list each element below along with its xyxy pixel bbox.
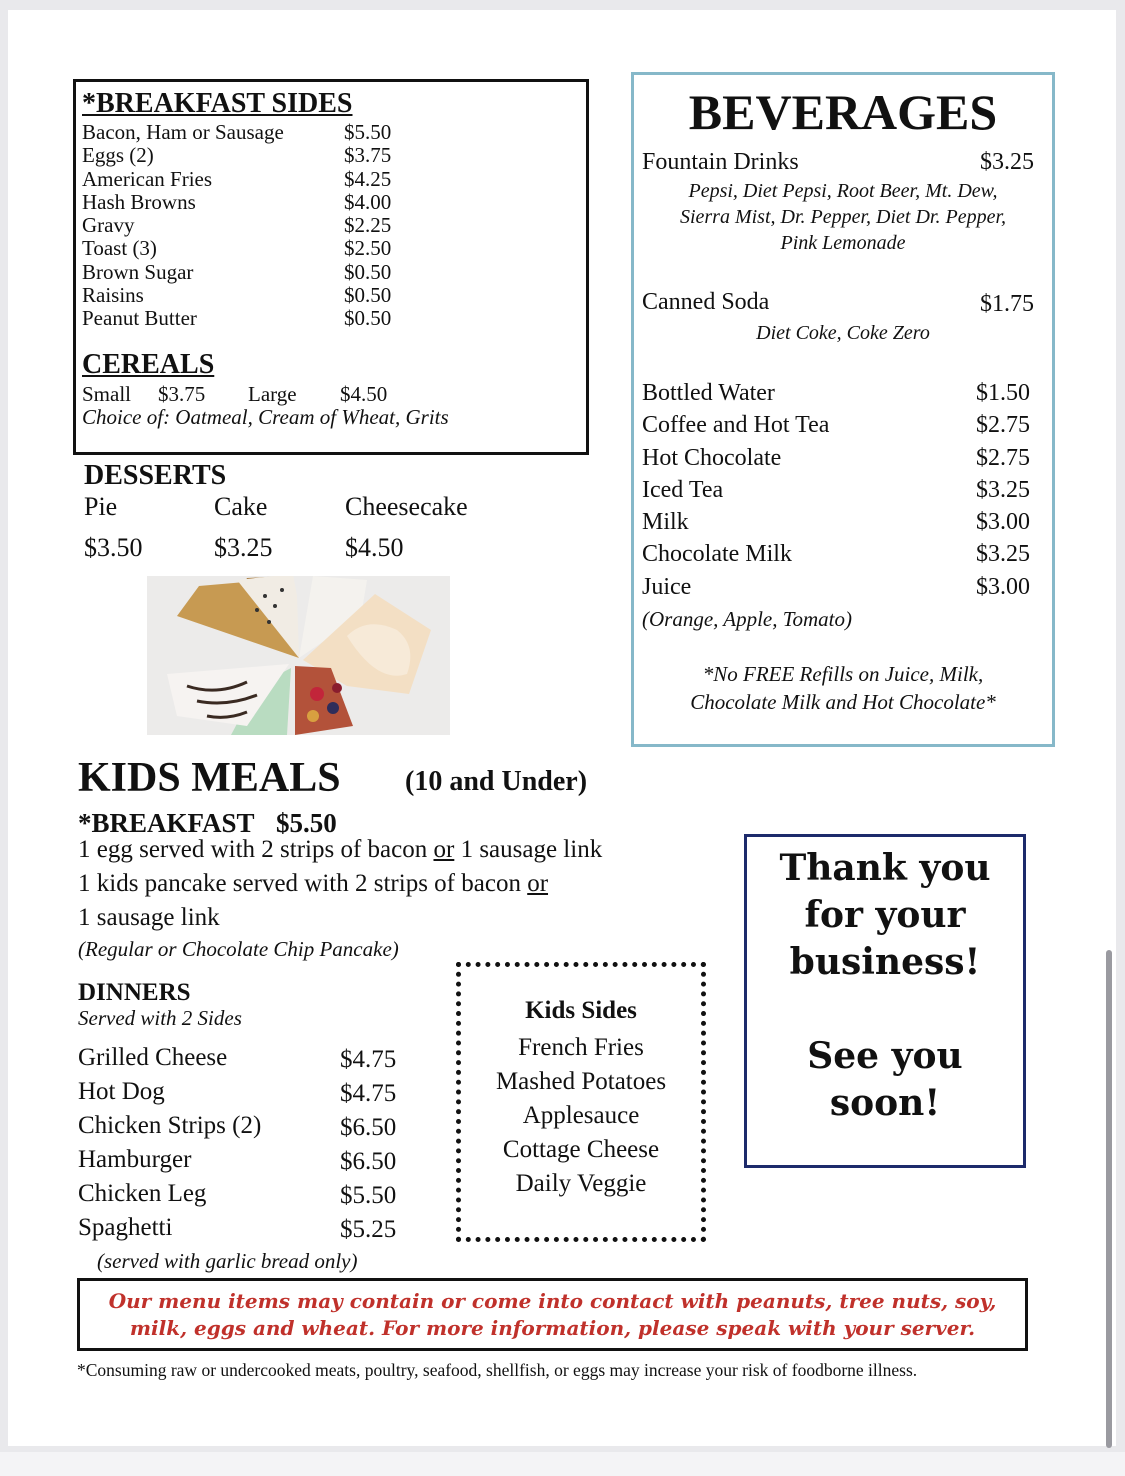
item-name: Juice <box>642 573 692 600</box>
canned-soda-name: Canned Soda <box>642 289 770 315</box>
kids-breakfast-line-3: 1 sausage link <box>78 904 220 931</box>
thank-you-line-1: Thank you <box>779 847 991 889</box>
item-price: $0.50 <box>344 306 392 331</box>
fountain-note-2: Sierra Mist, Dr. Pepper, Diet Dr. Pepper, <box>679 206 1007 228</box>
item-name: Iced Tea <box>642 476 724 503</box>
list-item <box>78 1180 438 1214</box>
spaghetti-note: (served with garlic bread only) <box>97 1249 358 1273</box>
dessert-slices-image <box>147 576 450 735</box>
list-item <box>642 509 1040 541</box>
viewer-bottom-strip <box>0 1452 1125 1476</box>
kids-breakfast-title: *BREAKFAST <box>78 808 255 838</box>
list-item <box>642 541 1040 573</box>
breakfast-sides-list <box>82 121 562 331</box>
item-price: $4.00 <box>344 189 392 214</box>
breakfast-sides-title: *BREAKFAST SIDES <box>82 88 353 119</box>
dessert-cake-price: $3.25 <box>214 533 273 562</box>
list-item <box>82 121 562 144</box>
kids-meals-title: KIDS MEALS <box>78 755 341 801</box>
item-price: $3.25 <box>976 476 1030 503</box>
item-name: Hot Chocolate <box>642 444 782 471</box>
list-item <box>82 168 562 191</box>
item-price: $2.75 <box>976 412 1030 439</box>
desserts-title: DESSERTS <box>84 460 227 491</box>
cereals-prices <box>82 382 572 406</box>
kids-breakfast-line-2 <box>78 870 548 898</box>
list-item <box>78 1044 438 1078</box>
item-price: $5.25 <box>340 1216 397 1243</box>
item-name: Bacon, Ham or Sausage <box>82 120 284 144</box>
item-name: Gravy <box>82 213 135 238</box>
item-price: $3.25 <box>976 541 1030 568</box>
scrollbar[interactable] <box>1106 950 1112 1448</box>
item-name: Grilled Cheese <box>78 1044 228 1071</box>
see-you-line-1: See you <box>807 1035 963 1077</box>
consumption-disclaimer: *Consuming raw or undercooked meats, poultry, seafood, shellfish, or eggs may increase your risk of foodborne illness. <box>77 1360 918 1380</box>
item-price: $0.50 <box>344 259 392 284</box>
allergy-line-2: milk, eggs and wheat. For more information, please speak with your server. <box>129 1316 976 1340</box>
list-item: French Fries <box>518 1034 644 1061</box>
list-item <box>78 1214 438 1248</box>
list-item <box>642 445 1040 477</box>
item-price: $3.00 <box>976 573 1030 600</box>
item-price: $2.50 <box>344 236 392 261</box>
kids-breakfast-price: $5.50 <box>276 808 337 838</box>
item-name: Toast (3) <box>82 236 157 261</box>
dessert-cake-name: Cake <box>214 492 268 521</box>
item-name: Peanut Butter <box>82 306 197 331</box>
item-name: Bottled Water <box>642 380 775 406</box>
item-price: $5.50 <box>344 120 392 144</box>
cereals-choice: Choice of: Oatmeal, Cream of Wheat, Grits <box>82 405 449 429</box>
beverages-box <box>631 72 1055 747</box>
list-item: Mashed Potatoes <box>495 1068 667 1095</box>
see-you-line-2: soon! <box>829 1082 941 1124</box>
item-name: Raisins <box>82 283 144 308</box>
item-name: Coffee and Hot Tea <box>642 412 830 439</box>
item-name: Eggs (2) <box>82 143 154 168</box>
list-item <box>82 284 562 307</box>
text: 1 egg served with 2 strips of bacon <box>78 836 434 863</box>
cereal-small-price: $3.75 <box>158 382 206 406</box>
kids-breakfast-line-1 <box>78 836 602 864</box>
list-item <box>642 477 1040 509</box>
item-price: $1.50 <box>976 380 1030 406</box>
item-name: Spaghetti <box>78 1214 173 1241</box>
kids-pancake-note: (Regular or Chocolate Chip Pancake) <box>78 937 399 961</box>
canned-soda-price: $1.75 <box>980 291 1034 317</box>
item-price: $3.00 <box>976 509 1030 536</box>
allergy-notice-box <box>77 1278 1028 1351</box>
list-item <box>78 1146 438 1180</box>
list-item <box>82 144 562 167</box>
item-name: Chicken Leg <box>78 1180 207 1207</box>
item-price: $2.75 <box>976 444 1030 471</box>
dessert-cheesecake-name: Cheesecake <box>345 492 468 521</box>
list-item: Cottage Cheese <box>502 1136 660 1163</box>
kids-sides-title: Kids Sides <box>525 997 637 1024</box>
allergy-line-1: Our menu items may contain or come into contact with peanuts, tree nuts, soy, <box>108 1289 997 1313</box>
kids-dinners-title: DINNERS <box>78 979 191 1006</box>
item-price: $4.25 <box>344 166 392 191</box>
canned-soda-note: Diet Coke, Coke Zero <box>756 322 930 344</box>
beverages-title: BEVERAGES <box>688 84 998 140</box>
juice-note: (Orange, Apple, Tomato) <box>642 607 852 631</box>
list-item <box>82 237 562 260</box>
cereal-large-price: $4.50 <box>340 382 388 406</box>
item-name: Chocolate Milk <box>642 541 792 568</box>
item-price: $5.50 <box>340 1182 397 1209</box>
list-item <box>82 191 562 214</box>
kids-meals-subtitle: (10 and Under) <box>405 766 588 797</box>
item-price: $3.75 <box>344 143 392 168</box>
list-item <box>642 574 1040 606</box>
cereals-title: CEREALS <box>82 349 215 380</box>
item-name: Milk <box>642 509 689 536</box>
item-price: $4.75 <box>340 1046 397 1073</box>
list-item <box>82 307 562 330</box>
kids-sides-list <box>461 1031 701 1201</box>
item-name: Hot Dog <box>78 1078 165 1105</box>
item-name: Chicken Strips (2) <box>78 1112 262 1139</box>
text: 1 kids pancake served with 2 strips of bacon <box>78 870 528 897</box>
item-name: American Fries <box>82 166 213 191</box>
item-price: $6.50 <box>340 1148 397 1175</box>
list-item <box>642 412 1040 444</box>
kids-dinners-note: Served with 2 Sides <box>78 1006 242 1030</box>
item-name: Hash Browns <box>82 189 196 214</box>
list-item <box>642 380 1040 412</box>
list-item <box>82 261 562 284</box>
dessert-pie-name: Pie <box>84 492 118 521</box>
item-name: Brown Sugar <box>82 259 194 284</box>
dessert-cheesecake-price: $4.50 <box>345 533 404 562</box>
text: 1 sausage link <box>454 836 603 863</box>
item-name: Hamburger <box>78 1146 192 1173</box>
fountain-drinks-price: $3.25 <box>980 149 1034 175</box>
refill-note-1: *No FREE Refills on Juice, Milk, <box>702 662 984 686</box>
or-text: or <box>527 870 549 897</box>
item-price: $2.25 <box>344 213 392 238</box>
cereal-large-label: Large <box>248 382 297 406</box>
refill-note-2: Chocolate Milk and Hot Chocolate* <box>690 690 996 714</box>
cereal-small-label: Small <box>82 382 132 406</box>
kids-dinners-list <box>78 1044 438 1248</box>
beverage-list <box>642 380 1040 606</box>
fountain-drinks-name: Fountain Drinks <box>642 149 799 175</box>
item-price: $6.50 <box>340 1114 397 1141</box>
dessert-pie-price: $3.50 <box>84 533 143 562</box>
thank-you-line-2: for your <box>804 894 966 936</box>
list-item <box>78 1112 438 1146</box>
item-price: $4.75 <box>340 1080 397 1107</box>
kids-sides-box <box>456 962 706 1242</box>
breakfast-sides-box <box>73 79 589 455</box>
list-item <box>82 214 562 237</box>
fountain-note-1: Pepsi, Diet Pepsi, Root Beer, Mt. Dew, <box>688 180 998 202</box>
thank-you-line-3: business! <box>789 941 981 983</box>
or-text: or <box>433 836 455 863</box>
thank-you-box <box>744 834 1026 1168</box>
item-price: $0.50 <box>344 283 392 308</box>
list-item: Applesauce <box>522 1102 640 1129</box>
list-item <box>78 1078 438 1112</box>
list-item: Daily Veggie <box>515 1170 647 1197</box>
fountain-note-3: Pink Lemonade <box>780 232 906 254</box>
